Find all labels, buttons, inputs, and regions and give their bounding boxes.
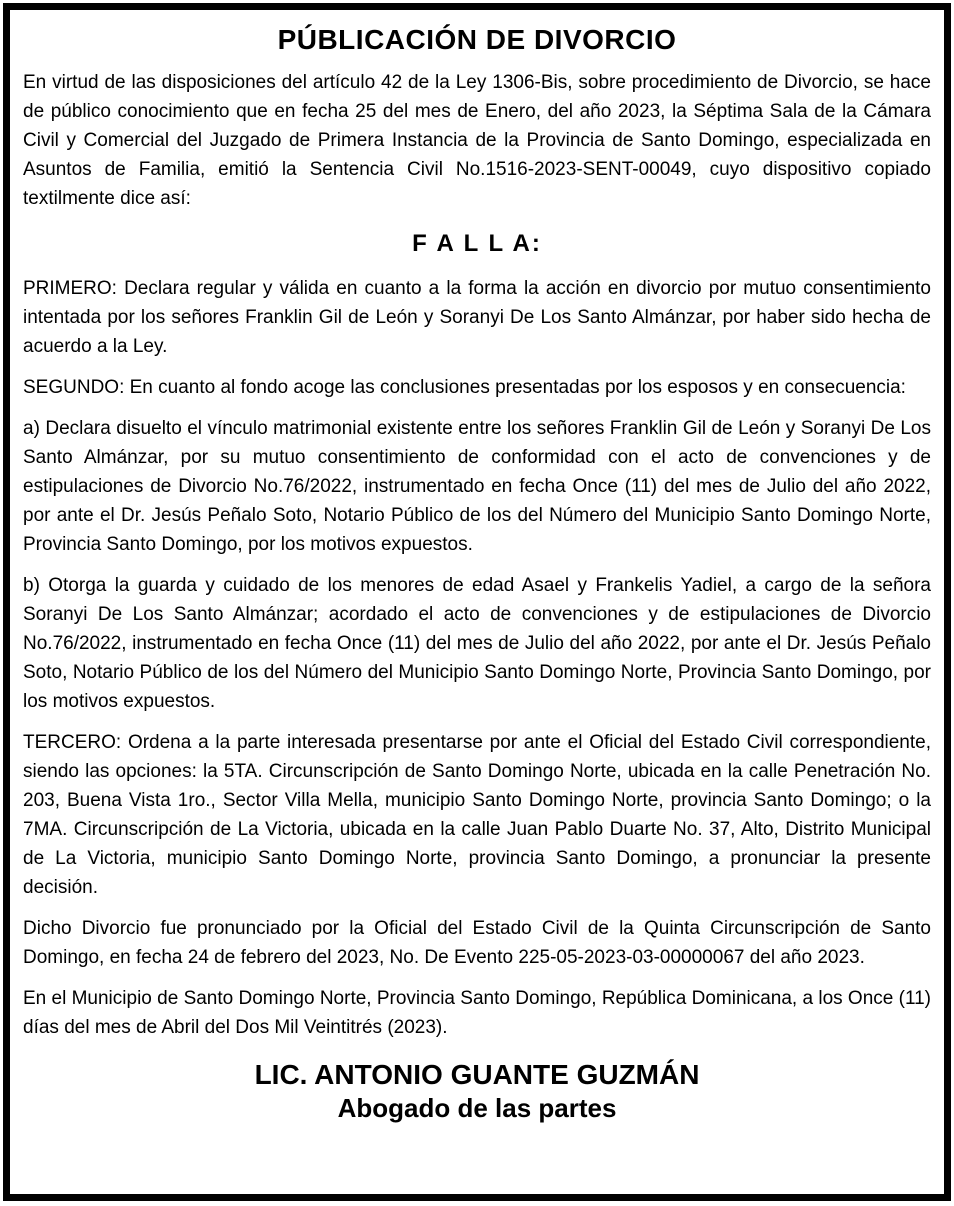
notice-border-frame [3, 3, 951, 1201]
paragraph-closing: En el Municipio de Santo Domingo Norte, Provincia Santo Domingo, República Dominicana, a los Once (11) días del mes de Abril del Dos Mil Veintitrés (2023). [23, 988, 931, 1038]
notice-title: PÚBLICACIÓN DE DIVORCIO [277, 24, 677, 55]
paragraph-pronouncement: Dicho Divorcio fue pronunciado por la Oficial del Estado Civil de la Quinta Circunscripción de Santo Domingo, en fecha 24 de febrero del 2023, No. De Evento 225-05-2023-03-00000067 del año 2023. [23, 918, 931, 968]
signature-name: LIC. ANTONIO GUANTE GUZMÁN [254, 1059, 700, 1090]
signature-role: Abogado de las partes [337, 1093, 617, 1123]
falla-heading: F A L L A: [412, 230, 542, 257]
signature-block [23, 1058, 931, 1124]
paragraph-item-a: a) Declara disuelto el vínculo matrimonial existente entre los señores Franklin Gil de León y Soranyi De Los Santo Almánzar, por su mutuo consentimiento de conformidad con el acto de convenciones y de estipulaciones de Divorcio No.76/2022, instrumentado en fecha Once (11) del mes de Julio del año 2022, por ante el Dr. Jesús Peñalo Soto, Notario Público de los del Número del Municipio Santo Domingo Norte, Provincia Santo Domingo, por los motivos expuestos. [23, 418, 931, 555]
intro-paragraph: En virtud de las disposiciones del artículo 42 de la Ley 1306-Bis, sobre procedimiento de Divorcio, se hace de público conocimiento que en fecha 25 del mes de Enero, del año 2023, la Séptima Sala de la Cámara Civil y Comercial del Juzgado de Primera Instancia de la Provincia de Santo Domingo, especializada en Asuntos de Familia, emitió la Sentencia Civil No.1516-2023-SENT-00049, cuyo dispositivo copiado textilmente dice así: [23, 72, 931, 209]
paragraph-item-b: b) Otorga la guarda y cuidado de los menores de edad Asael y Frankelis Yadiel, a cargo de la señora Soranyi De Los Santo Almánzar; acordado el acto de convenciones y de estipulaciones de Divorcio No.76/2022, instrumentado en fecha Once (11) del mes de Julio del año 2022, por ante el Dr. Jesús Peñalo Soto, Notario Público de los del Número del Municipio Santo Domingo Norte, Provincia Santo Domingo, por los motivos expuestos. [23, 575, 931, 712]
paragraph-tercero: TERCERO: Ordena a la parte interesada presentarse por ante el Oficial del Estado Civil correspondiente, siendo las opciones: la 5TA. Circunscripción de Santo Domingo Norte, ubicada en la calle Penetración No. 203, Buena Vista 1ro., Sector Villa Mella, municipio Santo Domingo Norte, provincia Santo Domingo; o la 7MA. Circunscripción de La Victoria, ubicada en la calle Juan Pablo Duarte No. 37, Alto, Distrito Municipal de La Victoria, municipio Santo Domingo Norte, provincia Santo Domingo, a pronunciar la presente decisión. [23, 732, 931, 898]
paragraph-segundo: SEGUNDO: En cuanto al fondo acoge las conclusiones presentadas por los esposos y en consecuencia: [23, 377, 906, 398]
paragraph-primero: PRIMERO: Declara regular y válida en cuanto a la forma la acción en divorcio por mutuo consentimiento intentada por los señores Franklin Gil de León y Soranyi De Los Santo Almánzar, por haber sido hecha de acuerdo a la Ley. [23, 278, 931, 357]
